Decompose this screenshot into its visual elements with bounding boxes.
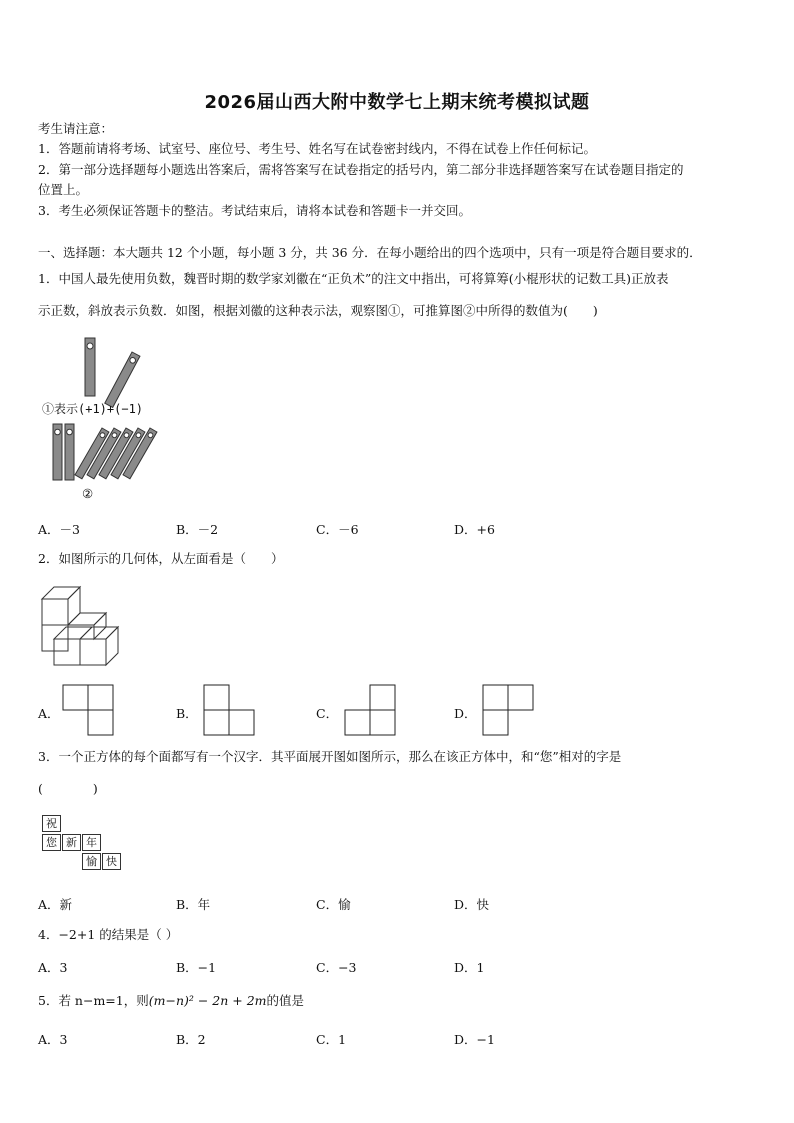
notice-item-1: 1．答题前请将考场、试室号、座位号、考生号、姓名写在试卷密封线内，不得在试卷上作任何标记。 [38,141,596,156]
q1-option-a[interactable]: A．－3 [38,522,80,537]
notice-heading: 考生请注意： [38,121,114,136]
section-heading: 一、选择题：本大题共 12 个小题，每小题 3 分，共 36 分．在每小题给出的四个选项中，只有一项是符合题目要求的． [38,245,702,260]
q2-option-d[interactable]: D． [454,706,477,721]
q1-text-line1: 1．中国人最先使用负数，魏晋时期的数学家刘徽在“正负术”的注文中指出，可将算筹(小棍形状的记数工具)正放表 [38,271,669,286]
q5-text [38,993,304,1009]
net-cell-yu: 愉 [82,853,101,870]
q5-expression: (m−n)² − 2n + 2m [148,993,267,1008]
q2-option-b-shape [203,684,259,738]
q4-option-b[interactable]: B．−1 [176,960,217,975]
q2-text: 2．如图所示的几何体，从左面看是（ ） [38,551,284,566]
net-cell-zhu: 祝 [42,815,61,832]
q2-option-a-shape [62,684,118,738]
q5-option-a[interactable]: A．3 [38,1032,68,1047]
q2-option-a[interactable]: A． [38,706,60,721]
q3-option-c[interactable]: C．愉 [316,897,351,912]
net-cell-nian: 年 [82,834,101,851]
figure-2-label: ② [82,486,94,501]
q2-option-b[interactable]: B． [176,706,198,721]
q3-option-d[interactable]: D．快 [454,897,490,912]
q2-option-d-shape [482,684,538,738]
q5-prefix: 5．若 n−m=1，则 [38,993,149,1008]
notice-item-2: 2．第一部分选择题每小题选出答案后，需将答案写在试卷指定的括号内，第二部分非选择题答案写在试卷题目指定的 [38,162,684,177]
q3-option-b[interactable]: B．年 [176,897,211,912]
q1-text-line2: 示正数，斜放表示负数．如图，根据刘徽的这种表示法，观察图①，可推算图②中所得的数值为( ) [38,303,598,318]
q4-option-c[interactable]: C．−3 [316,960,357,975]
figure-1-label: ①表示(+1)+(−1) [42,402,144,416]
q1-option-c[interactable]: C．－6 [316,522,359,537]
cube-solid-figure [40,583,130,669]
q5-option-d[interactable]: D．−1 [454,1032,495,1047]
q3-text: 3．一个正方体的每个面都写有一个汉字．其平面展开图如图所示，那么在该正方体中，和“您”相对的字是 [38,749,622,764]
counting-rods-figure-2 [48,420,178,485]
q5-option-b[interactable]: B．2 [176,1032,206,1047]
q4-option-a[interactable]: A．3 [38,960,68,975]
q3-option-a[interactable]: A．新 [38,897,73,912]
q2-option-c[interactable]: C． [316,706,339,721]
q5-suffix: 的值是 [266,993,305,1008]
net-cell-nin: 您 [42,834,61,851]
notice-item-2-cont: 位置上。 [38,182,89,197]
net-cell-kuai: 快 [102,853,121,870]
counting-rods-figure-1 [80,336,170,406]
notice-item-3: 3．考生必须保证答题卡的整洁。考试结束后，请将本试卷和答题卡一并交回。 [38,203,471,218]
q4-option-d[interactable]: D．1 [454,960,485,975]
q1-option-b[interactable]: B．－2 [176,522,219,537]
net-cell-xin: 新 [62,834,81,851]
q3-paren: ( ) [38,781,98,796]
q5-option-c[interactable]: C．1 [316,1032,347,1047]
page-title: 2026届山西大附中数学七上期末统考模拟试题 [204,92,590,113]
q1-option-d[interactable]: D．+6 [454,522,495,537]
q2-option-c-shape [344,684,400,738]
q4-text: 4．−2+1 的结果是（ ） [38,927,179,942]
